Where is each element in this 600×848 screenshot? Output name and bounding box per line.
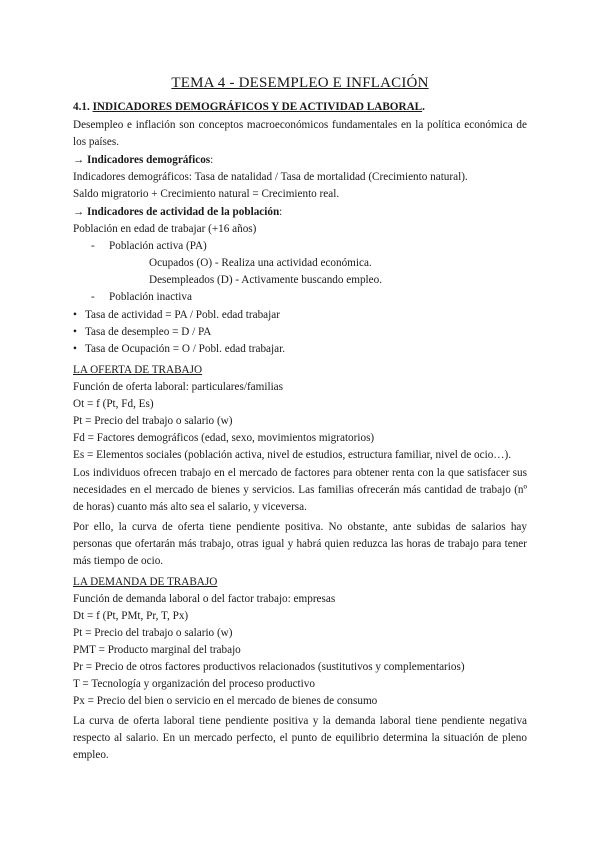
section-number: 4.1. — [73, 101, 90, 113]
demanda-line: Dt = f (Pt, PMt, Pr, T, Px) — [73, 610, 189, 622]
intro-paragraph: Desempleo e inflación son conceptos macroeconómicos fundamentales en la política económica de los países. — [73, 119, 527, 148]
actividad-heading-text: Indicadores de actividad de la población — [86, 206, 280, 218]
document-body — [73, 99, 527, 764]
desempleados-line: Desempleados (D) - Activamente buscando empleo. — [149, 274, 382, 286]
bullet-icon: • — [73, 326, 77, 338]
actividad-heading-colon: : — [279, 206, 283, 218]
list-item — [73, 324, 527, 341]
oferta-es: Es = Elementos sociales (población activa, nivel de estudios, estructura familiar, nivel de ocio…). — [73, 449, 511, 461]
actividad-line-1: Población en edad de trabajar (+16 años) — [73, 223, 257, 235]
list-item — [73, 341, 527, 358]
oferta-heading: LA OFERTA DE TRABAJO — [73, 364, 203, 376]
bullet-icon: • — [73, 343, 77, 355]
oferta-line: Pt = Precio del trabajo o salario (w) — [73, 415, 233, 427]
bullet-icon: • — [73, 309, 77, 321]
actividad-heading — [73, 204, 527, 221]
tasa-desempleo: Tasa de desempleo = D / PA — [85, 326, 212, 338]
inactiva-text: Población inactiva — [109, 291, 192, 303]
demanda-line: Pt = Precio del trabajo o salario (w) — [73, 627, 233, 639]
ocupados-line: Ocupados (O) - Realiza una actividad económica. — [149, 257, 372, 269]
oferta-line: Ot = f (Pt, Fd, Es) — [73, 398, 154, 410]
demanda-line: Px = Precio del bien o servicio en el mercado de bienes de consumo — [73, 695, 378, 707]
arrow-icon: → — [73, 154, 85, 166]
list-item-inactiva — [73, 289, 527, 306]
demanda-line: Función de demanda laboral o del factor trabajo: empresas — [73, 593, 336, 605]
activa-text: Población activa (PA) — [109, 240, 207, 252]
tasas-list — [73, 307, 527, 358]
demanda-heading: LA DEMANDA DE TRABAJO — [73, 576, 218, 588]
arrow-icon: → — [73, 206, 85, 218]
oferta-paragraph-2: Por ello, la curva de oferta tiene pendiente positiva. No obstante, ante subidas de salarios hay personas que ofertarán más trabajo, otras igual y habrá quien reduzca las horas de trabajo para tener más tiempo de ocio. — [73, 521, 527, 567]
oferta-line: Función de oferta laboral: particulares/familias — [73, 381, 283, 393]
demanda-line: T = Tecnología y organización del proceso productivo — [73, 678, 315, 690]
demanda-line: PMT = Producto marginal del trabajo — [73, 644, 241, 656]
list-item-activa — [73, 238, 527, 255]
dash-marker: - — [91, 291, 95, 303]
demog-heading-colon: : — [210, 154, 214, 166]
demanda-paragraph: La curva de oferta laboral tiene pendiente positiva y la demanda laboral tiene pendiente negativa respecto al salario. En un mercado perfecto, el punto de equilibrio determina la situación de pleno empleo. — [73, 715, 527, 761]
oferta-paragraph-1: Los individuos ofrecen trabajo en el mercado de factores para obtener renta con la que satisfacer sus necesidades en el mercado de bienes y servicios. Las familias ofrecerán más cantidad de trabajo (nº de horas) cuanto más alto sea el salario, y viceversa. — [73, 467, 527, 513]
demanda-line: Pr = Precio de otros factores productivos relacionados (sustitutivos y complementarios) — [73, 661, 465, 673]
oferta-line: Fd = Factores demográficos (edad, sexo, movimientos migratorios) — [73, 432, 375, 444]
section-title-end: . — [422, 101, 425, 113]
tasa-actividad: Tasa de actividad = PA / Pobl. edad trabajar — [85, 309, 280, 321]
list-item — [73, 307, 527, 324]
page-title: TEMA 4 - DESEMPLEO E INFLACIÓN — [171, 75, 429, 91]
demog-heading-text: Indicadores demográficos — [86, 154, 211, 166]
demog-line-1: Indicadores demográficos: Tasa de natalidad / Tasa de mortalidad (Crecimiento natural). — [73, 171, 468, 183]
section-heading — [73, 99, 527, 116]
demog-line-2: Saldo migratorio + Crecimiento natural = Crecimiento real. — [73, 188, 340, 200]
demog-heading — [73, 152, 527, 169]
section-title: INDICADORES DEMOGRÁFICOS Y DE ACTIVIDAD LABORAL — [92, 101, 423, 113]
tasa-ocupacion: Tasa de Ocupación = O / Pobl. edad trabajar. — [85, 343, 285, 355]
dash-marker: - — [91, 240, 95, 252]
